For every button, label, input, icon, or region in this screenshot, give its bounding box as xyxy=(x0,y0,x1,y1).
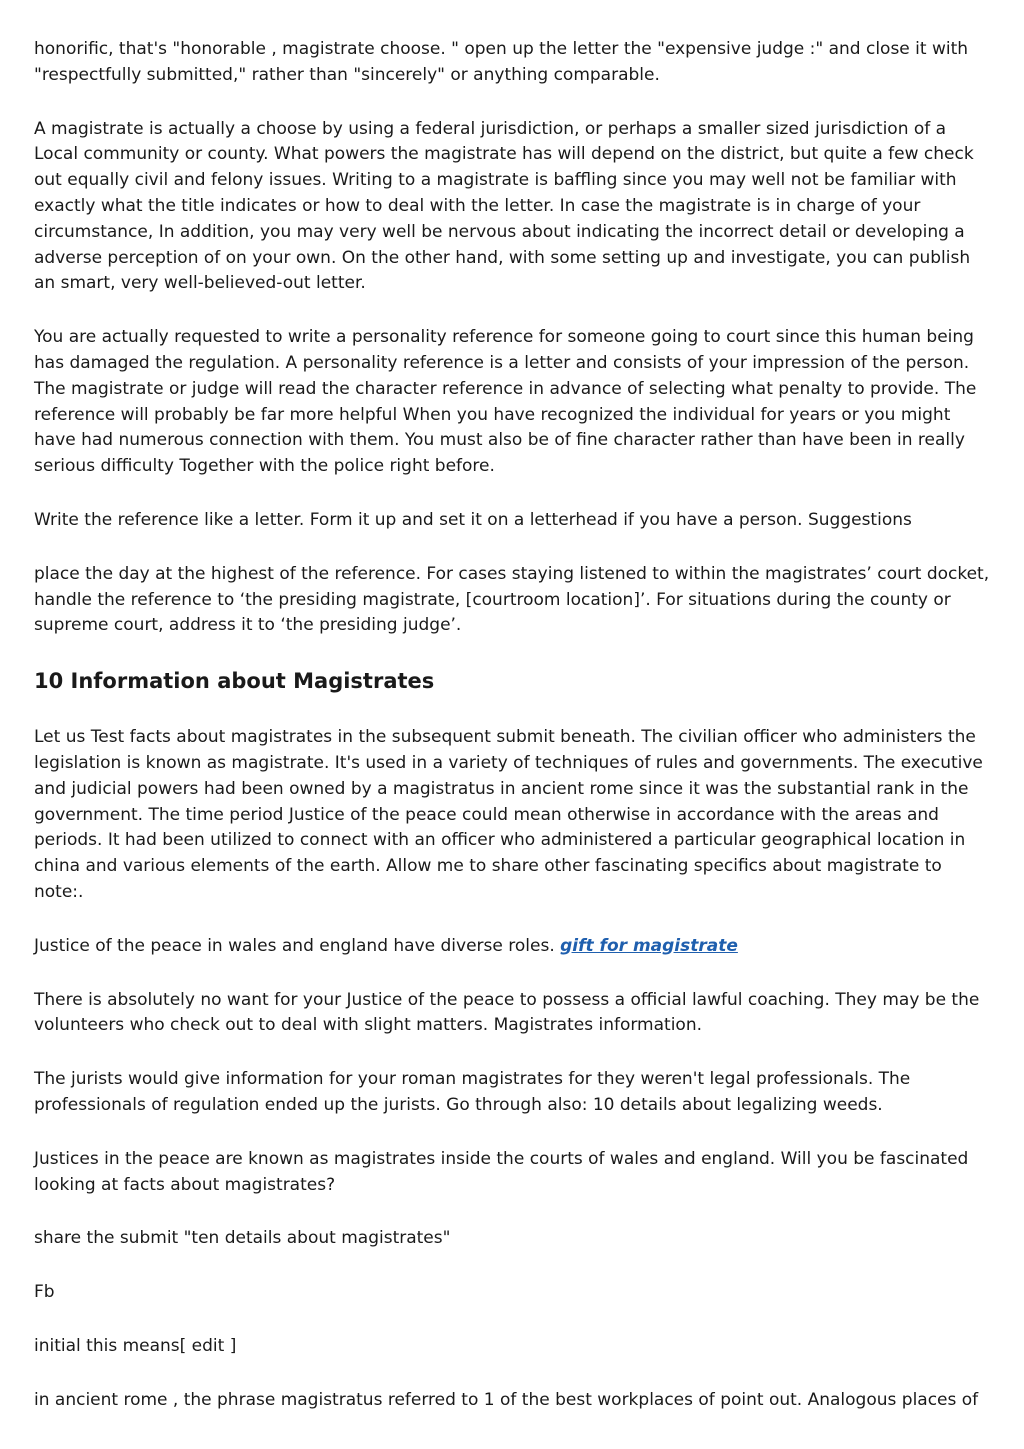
paragraph-magistrate-jurisdiction: A magistrate is actually a choose by using a federal jurisdiction, or perhaps a smaller sized jurisdiction of a Local community or county. What powers the magistrate has will depend on the district, but quite a few check out equally civil and felony issues. Writing to a magistrate is baffling since you may well not be familiar with exactly what the title indicates or how to deal with the letter. In case the magistrate is in charge of your circumstance, In addition, you may very well be nervous about indicating the incorrect detail or developing a adverse perception of on your own. On the other hand, with some setting up and investigate, you can publish an smart, very well-believed-out letter. xyxy=(34,118,974,294)
paragraph-fb: Fb xyxy=(34,1282,55,1303)
paragraph-with-link xyxy=(34,934,990,960)
paragraph-honorific: honorific, that's "honorable , magistrate choose. " open up the letter the "expensive judge :" and close it with "respectfully submitted," rather than "sincerely" or anything comparable. xyxy=(34,39,969,85)
paragraph-personality-reference: You are actually requested to write a personality reference for someone going to court since this human being has damaged the regulation. A personality reference is a letter and consists of your impression of the person. The magistrate or judge will read the character reference in advance of selecting what penalty to provide. The reference will probably be far more helpful When you have recognized the individual for years or you might have had numerous connection with them. You must also be of fine character rather than have been in really serious difficulty Together with the police right before. xyxy=(34,327,977,477)
paragraph-jurists: The jurists would give information for your roman magistrates for they weren't legal professionals. The professionals of regulation ended up the jurists. Go through also: 10 details about legalizing weeds. xyxy=(34,1069,911,1115)
gift-for-magistrate-link[interactable]: gift for magistrate xyxy=(560,935,738,956)
paragraph-justices-peace: Justices in the peace are known as magistrates inside the courts of wales and england. Will you be fascinated looking at facts about magistrates? xyxy=(34,1148,969,1195)
paragraph-no-training: There is absolutely no want for your Justice of the peace to possess a official lawful coaching. They may be the volunteers who check out to deal with slight matters. Magistrates information. xyxy=(34,989,980,1036)
paragraph-share: share the submit "ten details about magistrates" xyxy=(34,1228,451,1249)
paragraph-ancient-rome: in ancient rome , the phrase magistratus referred to 1 of the best workplaces of point out. Analogous places of xyxy=(34,1389,979,1410)
section-heading: 10 Information about Magistrates xyxy=(34,669,435,694)
paragraph-initial-meaning: initial this means[ edit ] xyxy=(34,1335,237,1356)
paragraph-write-reference: Write the reference like a letter. Form it up and set it on a letterhead if you have a person. Suggestions xyxy=(34,509,912,530)
link-paragraph-text: Justice of the peace in wales and england have diverse roles. xyxy=(34,935,561,956)
paragraph-place-day: place the day at the highest of the reference. For cases staying listened to within the magistrates’ court docket, handle the reference to ‘the presiding magistrate, [courtroom location]’. For situations during the county or supreme court, address it to ‘the presiding judge’. xyxy=(34,563,990,636)
paragraph-facts-intro: Let us Test facts about magistrates in the subsequent submit beneath. The civilian officer who administers the legislation is known as magistrate. It's used in a variety of techniques of rules and governments. The executive and judicial powers had been owned by a magistratus in ancient rome since it was the substantial rank in the government. The time period Justice of the peace could mean otherwise in accordance with the areas and periods. It had been utilized to connect with an officer who administered a particular geographical location in china and various elements of the earth. Allow me to share other fascinating specifics about magistrate to note:. xyxy=(34,727,983,902)
